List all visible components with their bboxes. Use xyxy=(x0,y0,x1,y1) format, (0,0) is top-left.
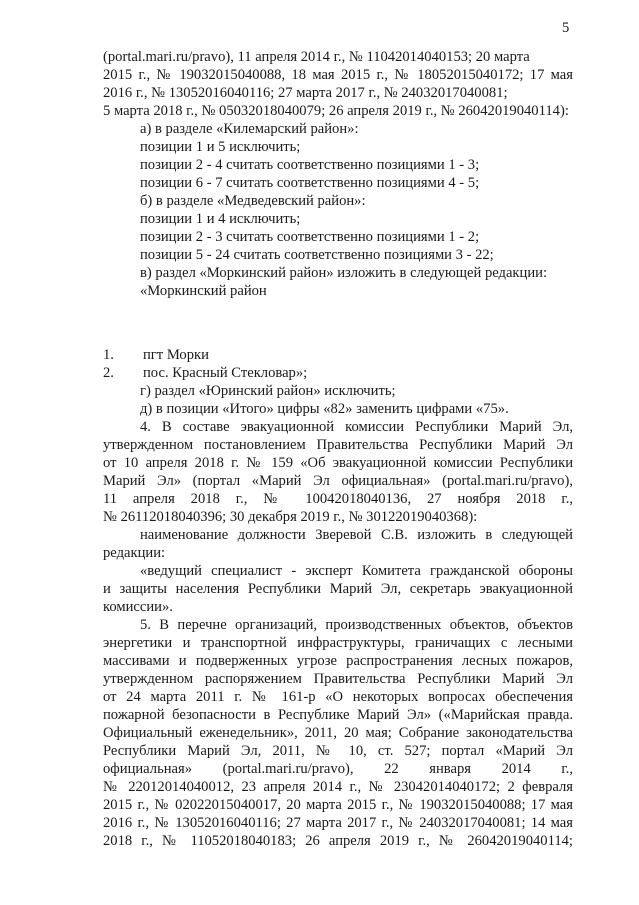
text-line: Марий Эл» (портал «Марий Эл официальная» (portal.mari.ru/pravo), xyxy=(103,473,573,489)
text-line: позиции 2 - 4 считать соответственно позициями 1 - 3; xyxy=(140,157,480,173)
text-line: 2015 г., № 19032015040088, 18 мая 2015 г., № 18052015040172; 17 мая xyxy=(103,67,573,83)
text-line: пожарной безопасности в Республике Марий Эл» («Марийская правда. xyxy=(103,707,573,723)
text-line: позиции 1 и 4 исключить; xyxy=(140,211,301,227)
text-line: редакции: xyxy=(103,545,166,561)
text-line: позиции 2 - 3 считать соответственно позициями 1 - 2; xyxy=(140,229,480,245)
text-line: а) в разделе «Килемарский район»: xyxy=(140,121,359,137)
text-line: № 22012014040012, 23 апреля 2014 г., № 23042014040172; 2 февраля xyxy=(103,779,573,795)
text-line: 2018 г., № 11052018040183; 26 апреля 2019 г., № 26042019040114; xyxy=(103,833,573,849)
list-item: пос. Красный Стекловар»; xyxy=(143,365,308,381)
text-line: утвержденном распоряжением Правительства Республики Марий Эл xyxy=(103,671,573,687)
text-line: 4. В составе эвакуационной комиссии Республики Марий Эл, xyxy=(140,419,573,435)
text-line: № 26112018040396; 30 декабря 2019 г., № 30122019040368): xyxy=(103,509,478,525)
text-line: 2015 г., № 02022015040017, 20 марта 2015 г., № 19032015040088; 17 мая xyxy=(103,797,573,813)
text-line: массивами и подверженных угрозе распространения лесных пожаров, xyxy=(103,653,573,669)
text-line: в) раздел «Моркинский район» изложить в следующей редакции: xyxy=(140,265,547,281)
text-line: утвержденном постановлением Правительства Республики Марий Эл xyxy=(103,437,573,453)
text-line: от 24 марта 2011 г. № 161-р «О некоторых вопросах обеспечения xyxy=(103,689,573,705)
text-line: официальная» (portal.mari.ru/pravo), 22 января 2014 г., xyxy=(103,761,573,777)
text-line: позиции 1 и 5 исключить; xyxy=(140,139,301,155)
text-line: (portal.mari.ru/pravo), 11 апреля 2014 г., № 11042014040153; 20 марта xyxy=(103,49,530,65)
text-line: и защиты населения Республики Марий Эл, секретарь эвакуационной xyxy=(103,581,573,597)
list-item-number: 1. xyxy=(103,347,114,363)
text-line: от 10 апреля 2018 г. № 159 «Об эвакуационной комиссии Республики xyxy=(103,455,573,471)
text-line: позиции 5 - 24 считать соответственно позициями 3 - 22; xyxy=(140,247,494,263)
text-line: «Моркинский район xyxy=(140,283,267,299)
text-line: наименование должности Зверевой С.В. изложить в следующей xyxy=(140,527,573,543)
text-line: д) в позиции «Итого» цифры «82» заменить цифрами «75». xyxy=(140,401,509,417)
list-item: пгт Морки xyxy=(143,347,209,363)
text-line: позиции 6 - 7 считать соответственно позициями 4 - 5; xyxy=(140,175,480,191)
text-line: 11 апреля 2018 г., № 10042018040136, 27 ноября 2018 г., xyxy=(103,491,573,507)
text-line: энергетики и транспортной инфраструктуры, граничащих с лесными xyxy=(103,635,573,651)
page-number: 5 xyxy=(562,20,570,36)
text-line: Республики Марий Эл, 2011, № 10, ст. 527; портал «Марий Эл xyxy=(103,743,573,759)
text-line: 5 марта 2018 г., № 05032018040079; 26 апреля 2019 г., № 26042019040114): xyxy=(103,103,569,119)
text-line: 2016 г., № 13052016040116; 27 марта 2017 г., № 24032017040081; xyxy=(103,85,508,101)
text-line: «ведущий специалист - эксперт Комитета гражданской обороны xyxy=(140,563,573,579)
text-line: Официальный еженедельник», 2011, 20 мая; Собрание законодательства xyxy=(103,725,573,741)
text-line: 5. В перечне организаций, производственных объектов, объектов xyxy=(140,617,573,633)
text-line: г) раздел «Юринский район» исключить; xyxy=(140,383,396,399)
text-line: комиссии». xyxy=(103,599,173,615)
text-line: 2016 г., № 13052016040116; 27 марта 2017 г., № 24032017040081; 14 мая xyxy=(103,815,573,831)
list-item-number: 2. xyxy=(103,365,114,381)
text-line: б) в разделе «Медведевский район»: xyxy=(140,193,366,209)
